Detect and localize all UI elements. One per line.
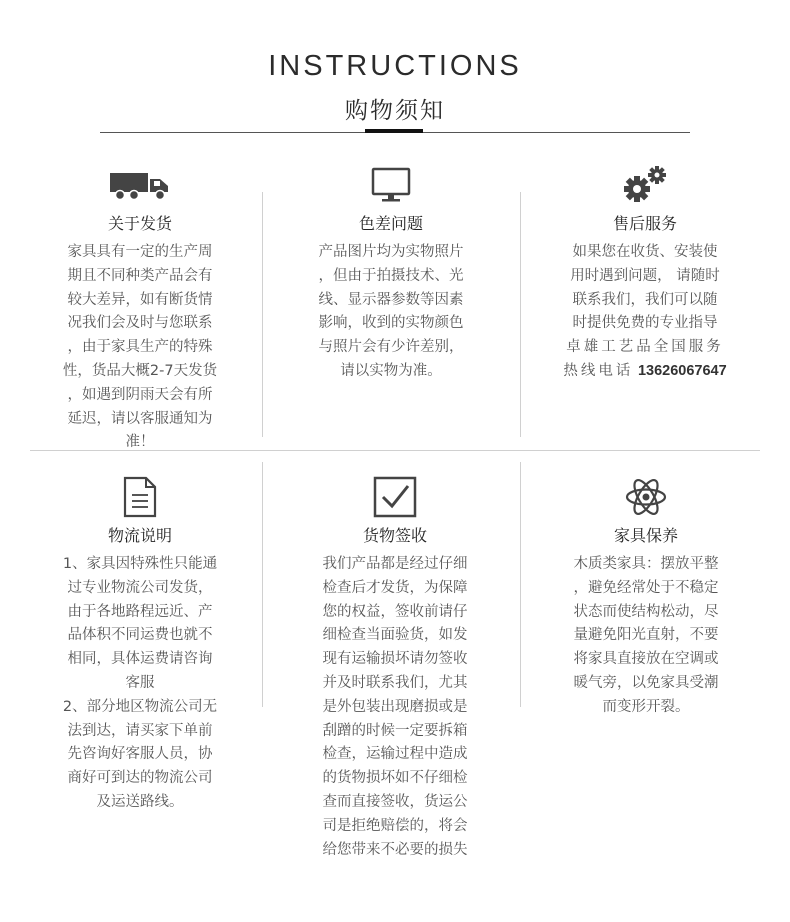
body-line: 影响，收到的实物颜色: [318, 315, 464, 332]
section-after-sales: [550, 165, 740, 384]
body-line: ，如遇到阴雨天会有所: [67, 386, 213, 403]
document-icon: [45, 477, 235, 517]
column-divider: [262, 462, 263, 707]
body-line: 将家具直接放在空调或: [573, 651, 719, 668]
body-line: ，避免经常处于不稳定: [573, 579, 719, 596]
section-heading: 色差问题: [358, 214, 423, 233]
body-line: 相同，具体运费请咨询: [67, 651, 213, 668]
body-line: 线、显示器参数等因素: [318, 291, 464, 308]
body-line: 用时遇到问题， 请随时: [570, 267, 720, 284]
column-divider: [520, 192, 521, 437]
section-shipping: [45, 165, 235, 455]
monitor-icon: [296, 165, 486, 205]
body-line: 客服: [125, 674, 155, 691]
hotline-label: 热线电话: [563, 362, 634, 379]
section-heading: 货物签收: [362, 526, 427, 545]
body-line: 检查，运输过程中造成: [322, 746, 468, 763]
section-heading: 售后服务: [612, 214, 677, 233]
body-line: 而变形开裂。: [602, 698, 690, 715]
title-en: INSTRUCTIONS: [268, 50, 522, 82]
body-line: 联系我们，我们可以随: [572, 291, 718, 308]
column-divider: [262, 192, 263, 437]
hotline-line: [550, 360, 740, 384]
column-divider: [520, 462, 521, 707]
body-line: 准！: [125, 434, 155, 451]
body-line: 并及时联系我们，尤其: [322, 674, 468, 691]
body-line: 如果您在收货、安装使: [572, 244, 718, 260]
body-line: 司是拒绝赔偿的，将会: [322, 817, 468, 834]
title-accent-bar: [365, 129, 423, 133]
body-line: 2、部分地区物流公司无: [62, 698, 218, 715]
body-line: 细检查当面验货，如发: [322, 627, 468, 644]
gears-icon: [550, 165, 740, 205]
section-heading: 物流说明: [107, 526, 172, 545]
section-body: [45, 241, 235, 455]
body-line: 暖气旁，以免家具受潮: [573, 674, 719, 691]
body-line: 时提供免费的专业指导: [572, 315, 718, 332]
hotline-number: 13626067647: [637, 362, 727, 379]
body-line: 过专业物流公司发货，: [67, 579, 213, 596]
body-line: ，但由于拍摄技术、光: [318, 267, 464, 284]
section-heading: 家具保养: [613, 526, 678, 545]
section-body: [550, 241, 740, 384]
section-furniture-care: [551, 477, 741, 720]
body-line: 品体积不同运费也就不: [67, 627, 213, 644]
body-line: 状态而使结构松动，尽: [573, 603, 719, 620]
section-logistics: [45, 477, 235, 815]
body-line: 期且不同种类产品会有: [67, 267, 213, 284]
body-line: 现有运输损坏请勿签收: [322, 651, 468, 668]
body-line: 您的权益，签收前请仔: [322, 603, 468, 620]
body-line: 法到达，请买家下单前: [67, 722, 213, 739]
section-body: [551, 553, 741, 720]
section-body: [296, 241, 486, 384]
body-line: 1、家具因特殊性只能通: [62, 556, 218, 572]
body-line: 延迟，请以客服通知为: [67, 410, 213, 427]
body-line: ，由于家具生产的特殊: [67, 339, 213, 356]
body-line: 是外包装出现磨损或是: [322, 698, 468, 715]
body-line: 性，货品大概2-7天发货: [62, 362, 218, 379]
body-line: 的货物损坏如不仔细检: [322, 770, 468, 787]
section-body: [300, 553, 490, 862]
body-line: 及运送路线。: [96, 793, 184, 810]
title-cn: 购物须知: [345, 98, 445, 124]
body-line: 商好可到达的物流公司: [67, 770, 213, 787]
body-line: 刮蹭的时候一定要拆箱: [322, 722, 468, 739]
section-body: [45, 553, 235, 815]
body-line: 请以实物为准。: [340, 362, 442, 379]
brand-line: 卓雄工艺品全国服务: [566, 339, 724, 356]
body-line: 较大差异，如有断货情: [67, 291, 213, 308]
body-line: 检查后才发货，为保障: [322, 579, 468, 596]
body-line: 我们产品都是经过仔细: [322, 556, 468, 572]
body-line: 由于各地路程远近、产: [67, 603, 213, 620]
atom-icon: [551, 477, 741, 517]
body-line: 先咨询好客服人员，协: [67, 746, 213, 763]
body-line: 家具具有一定的生产周: [67, 244, 213, 260]
body-line: 与照片会有少许差别，: [318, 339, 464, 356]
body-line: 给您带来不必要的损失: [322, 841, 468, 858]
section-goods-receipt: [300, 477, 490, 862]
body-line: 产品图片均为实物照片: [318, 244, 464, 260]
body-line: 量避免阳光直射，不要: [573, 627, 719, 644]
body-line: 木质类家具：摆放平整: [573, 556, 719, 572]
section-heading: 关于发货: [107, 214, 172, 233]
body-line: 查而直接签收，货运公: [322, 793, 468, 810]
truck-icon: [45, 165, 235, 205]
section-color-difference: [296, 165, 486, 384]
checkbox-icon: [300, 477, 490, 517]
body-line: 况我们会及时与您联系: [67, 315, 213, 332]
